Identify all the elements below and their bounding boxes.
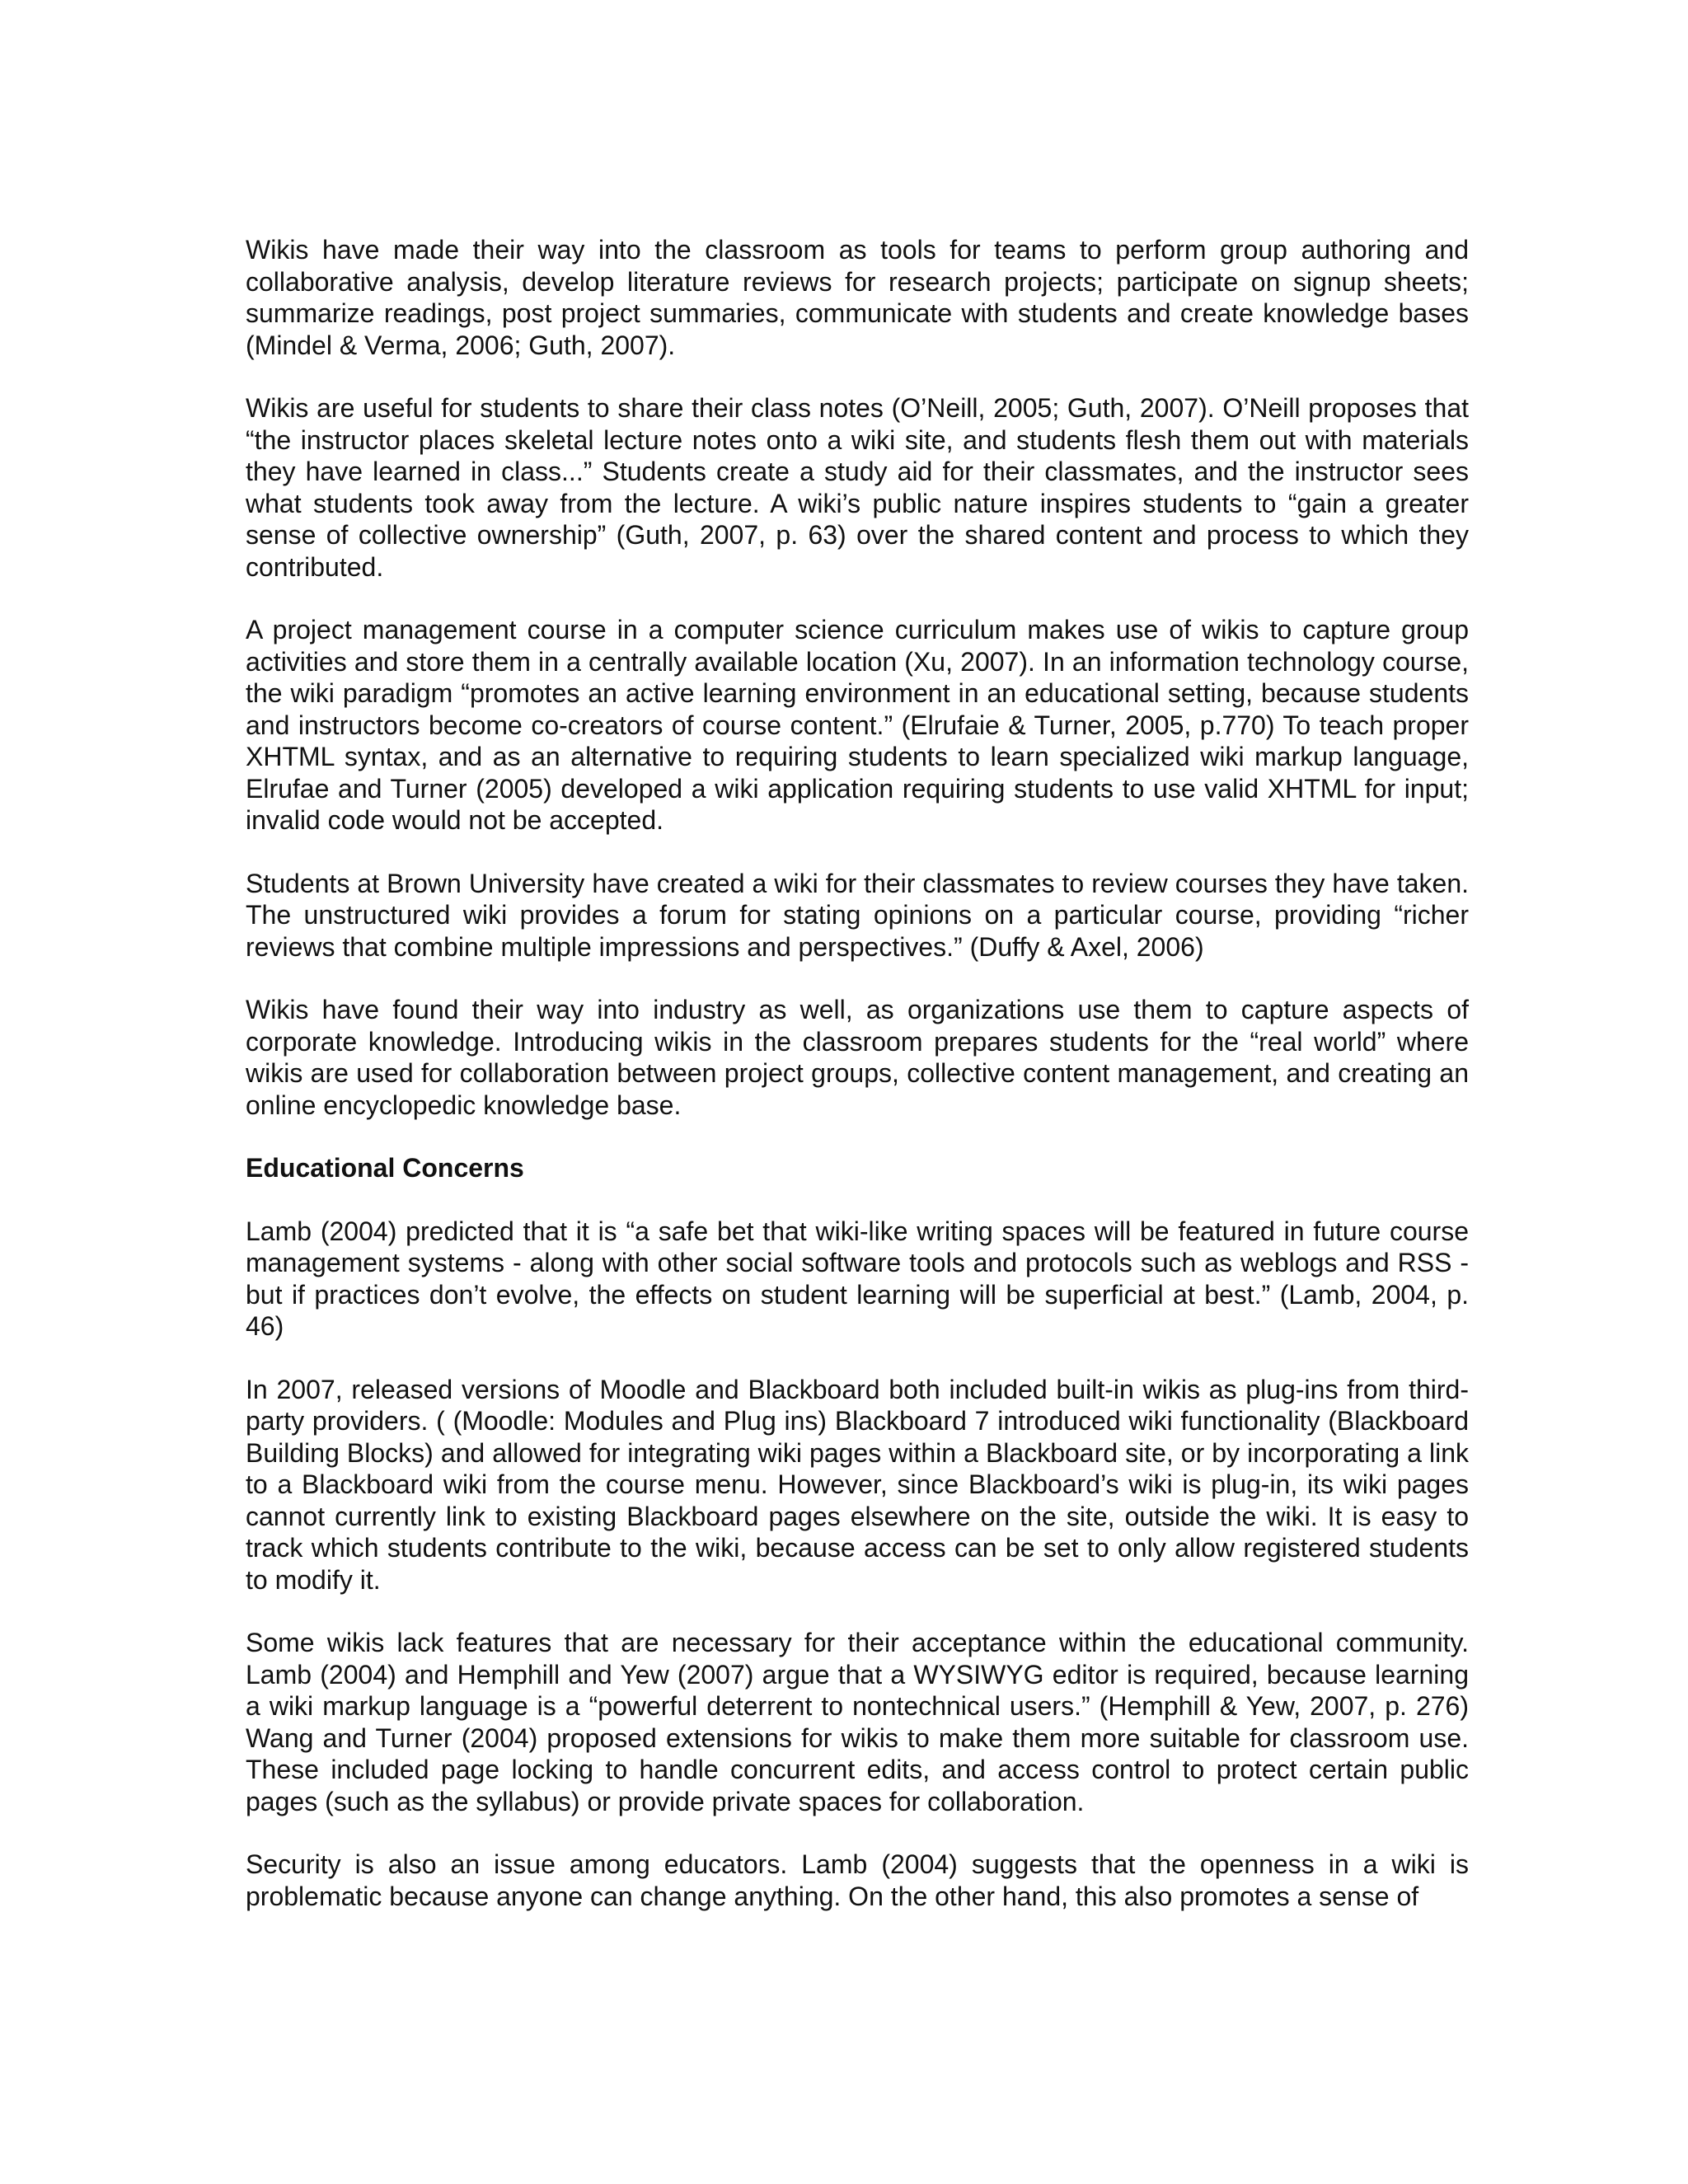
paragraph-project-management: A project management course in a computer science curriculum makes use of wikis to capture group activities and store them in a centrally available location (Xu, 2007). In an information technology course, the wiki paradigm “promotes an active learning environment in an educational setting, because students and instructors become co-creators of course content.” (Elrufaie & Turner, 2005, p.770) To teach proper XHTML syntax, and as an alternative to requiring students to learn specialized wiki markup language, Elrufae and Turner (2005) developed a wiki application requiring students to use valid XHTML for input; invalid code would not be accepted. — [246, 615, 1469, 835]
paragraph-moodle-blackboard: In 2007, released versions of Moodle and Blackboard both included built-in wikis as plug-ins from third-party providers. ( (Moodle: Modules and Plug ins) Blackboard 7 introduced wiki functionality (Blackboard Building Blocks) and allowed for integrating wiki pages within a Blackboard site, or by incorporating a link to a Blackboard wiki from the course menu. However, since Blackboard’s wiki is plug-in, its wiki pages cannot currently link to existing Blackboard pages elsewhere on the site, outside the wiki. It is easy to track which students contribute to the wiki, because access can be set to only allow registered students to modify it. — [246, 1374, 1469, 1595]
paragraph-brown-university: Students at Brown University have created a wiki for their classmates to review courses they have taken. The unstructured wiki provides a forum for stating opinions on a particular course, providing “richer reviews that combine multiple impressions and perspectives.” (Duffy & Axel, 2006) — [246, 868, 1469, 962]
document-body — [246, 234, 1469, 1943]
paragraph-lacking-features: Some wikis lack features that are necessary for their acceptance within the educational community. Lamb (2004) and Hemphill and Yew (2007) argue that a WYSIWYG editor is required, because learning a wiki markup language is a “powerful deterrent to nontechnical users.” (Hemphill & Yew, 2007, p. 276) Wang and Turner (2004) proposed extensions for wikis to make them more suitable for classroom use. These included page locking to handle concurrent edits, and access control to protect certain public pages (such as the syllabus) or provide private spaces for collaboration. — [246, 1628, 1469, 1816]
paragraph-wikis-classroom: Wikis have made their way into the classroom as tools for teams to perform group authoring and collaborative analysis, develop literature reviews for research projects; participate on signup sheets; summarize readings, post project summaries, communicate with students and create knowledge bases (Mindel & Verma, 2006; Guth, 2007). — [246, 235, 1469, 360]
paragraph-class-notes: Wikis are useful for students to share their class notes (O’Neill, 2005; Guth, 2007). O’Neill proposes that “the instructor places skeletal lecture notes onto a wiki site, and students flesh them out with materials they have learned in class...” Students create a study aid for their classmates, and the instructor sees what students took away from the lecture. A wiki’s public nature inspires students to “gain a greater sense of collective ownership” (Guth, 2007, p. 63) over the shared content and process to which they contributed. — [246, 393, 1469, 582]
paragraph-security: Security is also an issue among educators. Lamb (2004) suggests that the openness in a wiki is problematic because anyone can change anything. On the other hand, this also promotes a sense of — [246, 1849, 1469, 1911]
section-heading: Educational Concerns — [246, 1153, 524, 1183]
paragraph-industry: Wikis have found their way into industry as well, as organizations use them to capture aspects of corporate knowledge. Introducing wikis in the classroom prepares students for the “real world” where wikis are used for collaboration between project groups, collective content management, and creating an online encyclopedic knowledge base. — [246, 995, 1469, 1120]
paragraph-lamb-prediction: Lamb (2004) predicted that it is “a safe bet that wiki-like writing spaces will be featured in future course management systems - along with other social software tools and protocols such as weblogs and RSS -but if practices don’t evolve, the effects on student learning will be superficial at best.” (Lamb, 2004, p. 46) — [246, 1216, 1469, 1341]
